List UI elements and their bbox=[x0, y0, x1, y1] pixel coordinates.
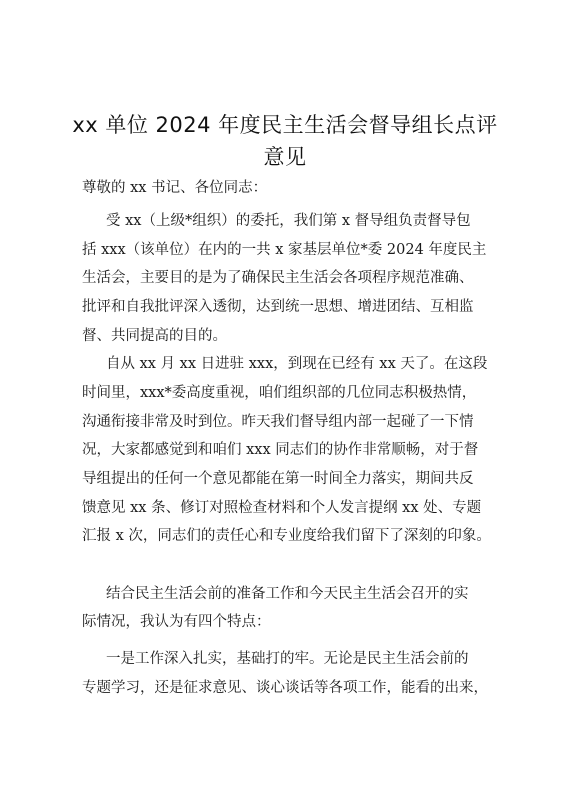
paragraph-2-line-7: 汇报 x 次，同志们的责任心和专业度给我们留下了深刻的印象。 bbox=[82, 528, 491, 544]
paragraph-2-line-4: 况，大家都感觉到和咱们 xxx 同志们的协作非常顺畅，对于督 bbox=[82, 442, 479, 458]
paragraph-1-line-4: 批评和自我批评深入透彻，达到统一思想、增进团结、互相监 bbox=[82, 299, 474, 315]
paragraph-2-line-1: 自从 xx 月 xx 日进驻 xxx，到现在已经有 xx 天了。在这段 bbox=[106, 356, 488, 372]
paragraph-1-line-5: 督、共同提高的目的。 bbox=[82, 328, 227, 344]
document-title-line-2: 意见 bbox=[263, 145, 307, 169]
paragraph-3-line-2: 际情况，我认为有四个特点： bbox=[82, 614, 271, 630]
paragraph-1-line-2: 括 xxx（该单位）在内的一共 x 家基层单位*委 2024 年度民主 bbox=[82, 242, 487, 258]
paragraph-2-line-6: 馈意见 xx 条、修订对照检查材料和个人发言提纲 xx 处、专题 bbox=[82, 500, 482, 516]
paragraph-2-line-5: 导组提出的任何一个意见都能在第一时间全力落实，期间共反 bbox=[82, 471, 474, 487]
salutation: 尊敬的 xx 书记、各位同志： bbox=[82, 180, 268, 196]
paragraph-2-line-2: 时间里，xxx*委高度重视，咱们组织部的几位同志积极热情， bbox=[82, 385, 477, 401]
paragraph-1-line-1: 受 xx（上级*组织）的委托，我们第 x 督导组负责督导包 bbox=[106, 213, 471, 229]
paragraph-4-line-2: 专题学习，还是征求意见、谈心谈话等各项工作，能看的出来， bbox=[82, 680, 488, 696]
paragraph-1-line-3: 生活会，主要目的是为了确保民主生活会各项程序规范准确、 bbox=[82, 270, 474, 286]
paragraph-2-line-3: 沟通衔接非常及时到位。昨天我们督导组内部一起碰了一下情 bbox=[82, 414, 474, 430]
document-title-line-1: xx 单位 2024 年度民主生活会督导组长点评 bbox=[72, 113, 498, 137]
paragraph-3-line-1: 结合民主生活会前的准备工作和今天民主生活会召开的实 bbox=[106, 586, 469, 602]
paragraph-4-line-1: 一是工作深入扎实，基础打的牢。无论是民主生活会前的 bbox=[106, 651, 469, 667]
